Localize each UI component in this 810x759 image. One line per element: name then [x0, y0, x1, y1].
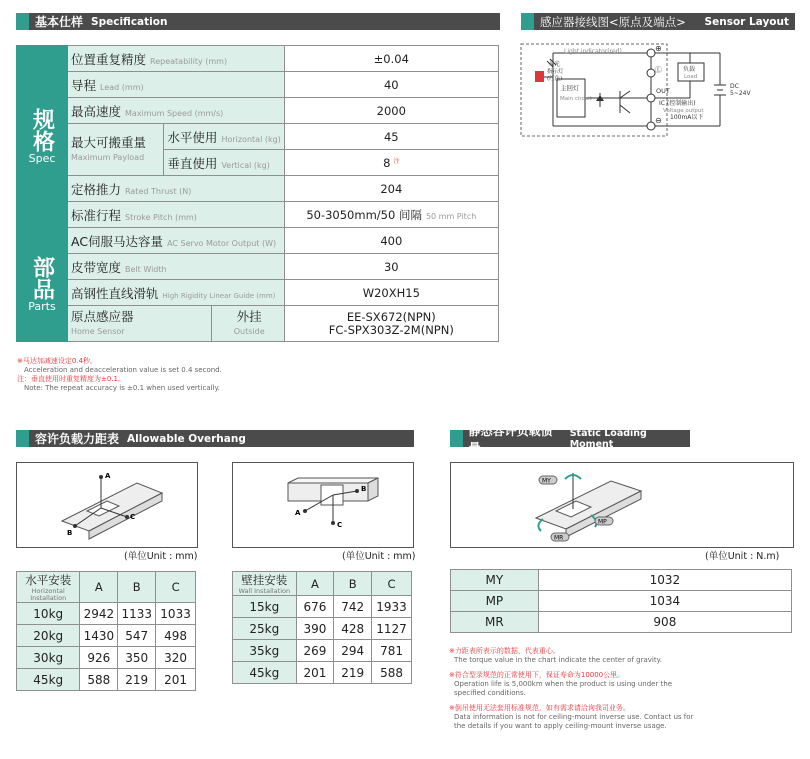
payload-label-zh: 最大可搬重量 — [71, 134, 147, 150]
a-cell: 676 — [296, 596, 334, 618]
indicator-led-icon — [535, 71, 544, 82]
payload-horizontal-zh: 水平使用 — [167, 129, 218, 145]
b-cell: 428 — [334, 618, 372, 640]
c-cell: 320 — [156, 647, 196, 669]
table-row — [451, 612, 792, 633]
spec-row-repeatability — [17, 46, 499, 72]
col-a: A — [80, 572, 118, 603]
spec-value: 2000 — [284, 98, 498, 124]
spec-row-payload-horizontal — [17, 124, 499, 150]
moment-value: 1034 — [538, 591, 791, 612]
moment-unit: (单位Unit : N.m) — [705, 551, 780, 562]
parts-group-zh: 部品 — [29, 256, 55, 300]
table-row — [233, 662, 412, 684]
overhang-header-en: Allowable Overhang — [127, 432, 246, 445]
mr-badge-label: MR — [554, 534, 564, 542]
table-header-row — [233, 572, 412, 596]
spec-label-zh: 标准行程 — [71, 207, 122, 223]
load-cell: 15kg — [233, 596, 297, 618]
label-a: A — [105, 472, 111, 480]
payload-vertical-note: 注 — [393, 157, 400, 165]
b-cell: 294 — [334, 640, 372, 662]
l-label: Ⓛ — [655, 66, 662, 74]
moment-header-zh: 静态容许负载惯量 — [468, 423, 553, 455]
actuator-top — [288, 478, 378, 483]
col-c: C — [156, 572, 196, 603]
a-cell: 2942 — [80, 603, 118, 625]
label-c: C — [337, 521, 343, 529]
indicator-zh-label: 指示灯 — [547, 69, 564, 75]
label-c: C — [130, 513, 136, 521]
dc-range-label: 5~24V — [730, 90, 751, 97]
b-cell: 742 — [334, 596, 372, 618]
spec-group-en: Spec — [28, 152, 56, 165]
label-a: A — [295, 509, 301, 517]
table-row — [233, 618, 412, 640]
minus-label: ⊖ — [655, 116, 662, 125]
axis-a-point — [303, 509, 307, 513]
payload-vertical-cell — [284, 150, 498, 176]
transistor-icon — [620, 91, 630, 98]
axis-c-point — [331, 521, 335, 525]
payload-horizontal-label — [164, 124, 284, 150]
spec-label — [68, 46, 285, 72]
load-cell: 20kg — [17, 625, 80, 647]
spec-row-guide — [17, 280, 499, 306]
payload-vertical-en: Vertical (kg) — [221, 160, 270, 170]
spec-label — [68, 280, 285, 306]
spec-label — [68, 176, 285, 202]
table-row — [17, 625, 196, 647]
sensor-layout-header-zh: 感应器接线图<原点及端点> — [540, 14, 686, 29]
spec-label-en: Repeatability (mm) — [150, 56, 228, 66]
table-row — [17, 669, 196, 691]
sensor-type-en: Outside — [233, 326, 265, 336]
spec-value: 400 — [284, 228, 498, 254]
c-cell: 781 — [372, 640, 412, 662]
spec-group-label — [17, 46, 68, 228]
current-label: 100mA以下 — [670, 114, 704, 121]
horizontal-overhang-table — [16, 571, 196, 691]
spec-label-en: AC Servo Motor Output (W) — [167, 238, 277, 248]
sensor-wiring-svg — [520, 43, 790, 138]
horizontal-diagram-svg — [17, 463, 197, 547]
moment-header — [450, 423, 690, 455]
parts-group-label — [17, 228, 68, 342]
spec-label — [68, 202, 285, 228]
main-circuit-zh: 主回灯 — [560, 84, 580, 92]
b-cell: 350 — [118, 647, 156, 669]
a-cell: 201 — [296, 662, 334, 684]
spec-header — [16, 13, 500, 30]
wall-diagram-svg — [233, 463, 413, 547]
axis-b-point — [73, 524, 77, 528]
label-b: B — [67, 529, 73, 537]
overhang-header-zh: 容许负载力距表 — [35, 432, 120, 446]
a-cell: 588 — [80, 669, 118, 691]
wall-overhang-table — [232, 571, 412, 684]
sensor-label-en: Home Sensor — [71, 326, 125, 336]
spec-row-sensor — [17, 306, 499, 342]
wall-title-en: Wall Installation — [238, 587, 291, 595]
table-row — [233, 640, 412, 662]
spec-note-2-zh: 注：垂直使用时重复精度为±0.1。 — [17, 375, 125, 383]
sensor-wiring-diagram — [520, 43, 790, 138]
overhang-unit-1: (单位Unit : mm) — [124, 551, 198, 562]
sensor-type-zh: 外挂 — [236, 308, 262, 324]
mp-badge-label: MP — [598, 518, 607, 526]
spec-value: 204 — [284, 176, 498, 202]
table-row — [233, 596, 412, 618]
spec-value — [284, 202, 498, 228]
c-cell: 201 — [156, 669, 196, 691]
moment-note-3-zh: ※倒吊使用无法套用标准规范，如有需求请洽询我司业务。 — [449, 704, 630, 712]
voltage-label: Voltage output — [663, 108, 704, 114]
payload-vertical-label — [164, 150, 284, 176]
out-label: OUT — [656, 87, 670, 95]
a-cell: 1430 — [80, 625, 118, 647]
moment-note-2-en: Operation life is 5,000km when the product is using under the specified conditions. — [454, 680, 673, 697]
col-b: B — [118, 572, 156, 603]
axis-c-point — [125, 515, 129, 519]
a-cell: 926 — [80, 647, 118, 669]
c-cell: 1933 — [372, 596, 412, 618]
spec-label-en: High Rigidity Linear Guide (mm) — [162, 291, 276, 300]
load-cell: 45kg — [233, 662, 297, 684]
load-cell: 45kg — [17, 669, 80, 691]
mr-rotation-icon — [538, 519, 543, 531]
dc-label: DC — [730, 83, 739, 90]
header-accent-bar — [521, 13, 534, 30]
light-indicator-label: Light indicator(red) — [564, 48, 622, 55]
wall-title-zh: 壁挂安装 — [241, 573, 288, 587]
payload-label — [68, 124, 164, 176]
terminal-l-icon — [647, 69, 655, 77]
horizontal-title — [17, 572, 80, 603]
payload-horizontal-value: 45 — [284, 124, 498, 150]
overhang-header — [16, 430, 414, 447]
main-circuit-en: Main circuit — [560, 96, 592, 102]
sensor-type — [211, 306, 284, 342]
spec-label-zh: 皮带宽度 — [71, 259, 122, 275]
load-cell: 25kg — [233, 618, 297, 640]
sensor-layout-header — [521, 13, 795, 30]
spec-label-zh: 定格推力 — [71, 181, 122, 197]
moment-table — [450, 569, 792, 633]
spec-label-en: Lead (mm) — [100, 82, 144, 92]
b-cell: 219 — [118, 669, 156, 691]
table-header-row — [17, 572, 196, 603]
col-a: A — [296, 572, 334, 596]
wall-title — [233, 572, 297, 596]
payload-vertical-value: 8 — [383, 155, 391, 170]
load-cell: 35kg — [233, 640, 297, 662]
sensor-value-1: EE-SX672(NPN) — [346, 309, 436, 324]
spec-note-1-zh: ※马达加减速设定0.4秒。 — [17, 357, 97, 365]
spec-label-zh: 位置重复精度 — [71, 51, 147, 67]
c-cell: 1033 — [156, 603, 196, 625]
spec-row-thrust — [17, 176, 499, 202]
payload-label-en: Maximum Payload — [71, 152, 145, 162]
horizontal-title-en: Horizontal Installation — [30, 587, 67, 602]
wall-installation-diagram — [232, 462, 414, 548]
spec-label-en: Belt Width — [125, 264, 167, 274]
spec-value: 40 — [284, 72, 498, 98]
moment-notes — [449, 647, 699, 731]
my-badge-label: MY — [542, 477, 551, 485]
table-row — [451, 591, 792, 612]
parts-group-en: Parts — [28, 300, 56, 313]
spec-label-zh: 高钢性直线滑轨 — [71, 285, 159, 301]
spec-label — [68, 254, 285, 280]
table-row — [17, 603, 196, 625]
load-cell: 30kg — [17, 647, 80, 669]
sensor-label-zh: 原点感应器 — [71, 308, 134, 324]
moment-diagram-svg — [451, 463, 793, 547]
sensor-label — [68, 306, 212, 342]
spec-value: ±0.04 — [284, 46, 498, 72]
terminal-plus-icon — [647, 49, 655, 57]
sensor-value-2: FC-SPX303Z-2M(NPN) — [328, 322, 454, 337]
moment-name: MP — [451, 591, 539, 612]
payload-horizontal-en: Horizontal (kg) — [221, 134, 281, 144]
terminal-out-icon — [647, 94, 655, 102]
spec-label-en: Maximum Speed (mm/s) — [125, 108, 224, 118]
spec-label-zh: 最高速度 — [71, 103, 122, 119]
spec-value: W20XH15 — [284, 280, 498, 306]
spec-label-zh: 导程 — [71, 77, 97, 93]
red-zh-label: (红色) — [547, 76, 563, 82]
c-cell: 588 — [372, 662, 412, 684]
overhang-unit-2: (单位Unit : mm) — [342, 551, 416, 562]
axis-b-point — [355, 489, 359, 493]
stroke-value: 50-3050mm/50 间隔 — [306, 207, 422, 222]
spec-label — [68, 72, 285, 98]
moment-header-en: Static Loading Moment — [569, 427, 647, 450]
header-accent-bar — [16, 430, 29, 447]
moment-name: MR — [451, 612, 539, 633]
input-light-label: 入光 — [548, 61, 561, 68]
a-cell: 269 — [296, 640, 334, 662]
moment-diagram — [450, 462, 794, 548]
sensor-layout-header-en: Sensor Layout — [704, 15, 789, 28]
table-row — [451, 570, 792, 591]
load-cell: 10kg — [17, 603, 80, 625]
b-cell: 1133 — [118, 603, 156, 625]
header-accent-bar — [16, 13, 29, 30]
moment-note-2-zh: ※符合型录规范的正常使用下，保证寿命为10000公里。 — [449, 671, 625, 679]
spec-header-en: Specification — [91, 15, 168, 28]
spec-label-en: Stroke Pitch (mm) — [125, 212, 197, 222]
spec-row-belt — [17, 254, 499, 280]
spec-row-motor — [17, 228, 499, 254]
horizontal-installation-diagram — [16, 462, 198, 548]
spec-notes — [17, 357, 497, 393]
b-cell: 547 — [118, 625, 156, 647]
col-c: C — [372, 572, 412, 596]
spec-label — [68, 228, 285, 254]
terminal-minus-icon — [647, 122, 655, 130]
spec-header-zh: 基本仕样 — [35, 15, 84, 29]
moment-value: 908 — [538, 612, 791, 633]
stroke-value-en: 50 mm Pitch — [425, 211, 477, 221]
sensor-value — [284, 306, 498, 342]
b-cell: 219 — [334, 662, 372, 684]
a-cell: 390 — [296, 618, 334, 640]
c-cell: 498 — [156, 625, 196, 647]
moment-name: MY — [451, 570, 539, 591]
plus-label: ⊕ — [655, 44, 662, 53]
spec-label-zh: AC伺服马达容量 — [71, 233, 164, 249]
moment-note-3-en: Data information is not for ceiling-mount inverse use. Contact us for the details if you want to apply ceiling-mount inverse usage. — [454, 713, 694, 730]
moment-note-1-zh: ※力距表所表示的数据，代表重心。 — [449, 647, 560, 655]
load-en: Load — [684, 74, 698, 80]
spec-note-2-en: Note: The repeat accuracy is ±0.1 when used vertically. — [24, 384, 220, 392]
spec-label-en: Rated Thrust (N) — [125, 186, 192, 196]
spec-row-stroke — [17, 202, 499, 228]
payload-vertical-zh: 垂直使用 — [167, 155, 218, 171]
load-zh: 负载 — [683, 66, 696, 73]
c-cell: 1127 — [372, 618, 412, 640]
spec-group-zh: 规格 — [29, 108, 55, 152]
sensor-dashed-frame — [521, 44, 667, 136]
spec-row-lead — [17, 72, 499, 98]
spec-value: 30 — [284, 254, 498, 280]
moment-value: 1032 — [538, 570, 791, 591]
spec-row-speed — [17, 98, 499, 124]
ic-label: IC (控制输出) — [659, 100, 696, 107]
moment-note-1-en: The torque value in the chart indicate the center of gravity. — [454, 656, 662, 664]
label-b: B — [361, 485, 367, 493]
spec-table — [16, 45, 499, 342]
spec-note-1-en: Acceleration and deacceleration value is set 0.4 second. — [24, 366, 222, 374]
axis-a-point — [99, 475, 103, 479]
spec-label — [68, 98, 285, 124]
horizontal-title-zh: 水平安装 — [25, 573, 72, 587]
table-row — [17, 647, 196, 669]
transistor-icon — [620, 105, 630, 113]
header-accent-bar — [450, 430, 463, 447]
col-b: B — [334, 572, 372, 596]
